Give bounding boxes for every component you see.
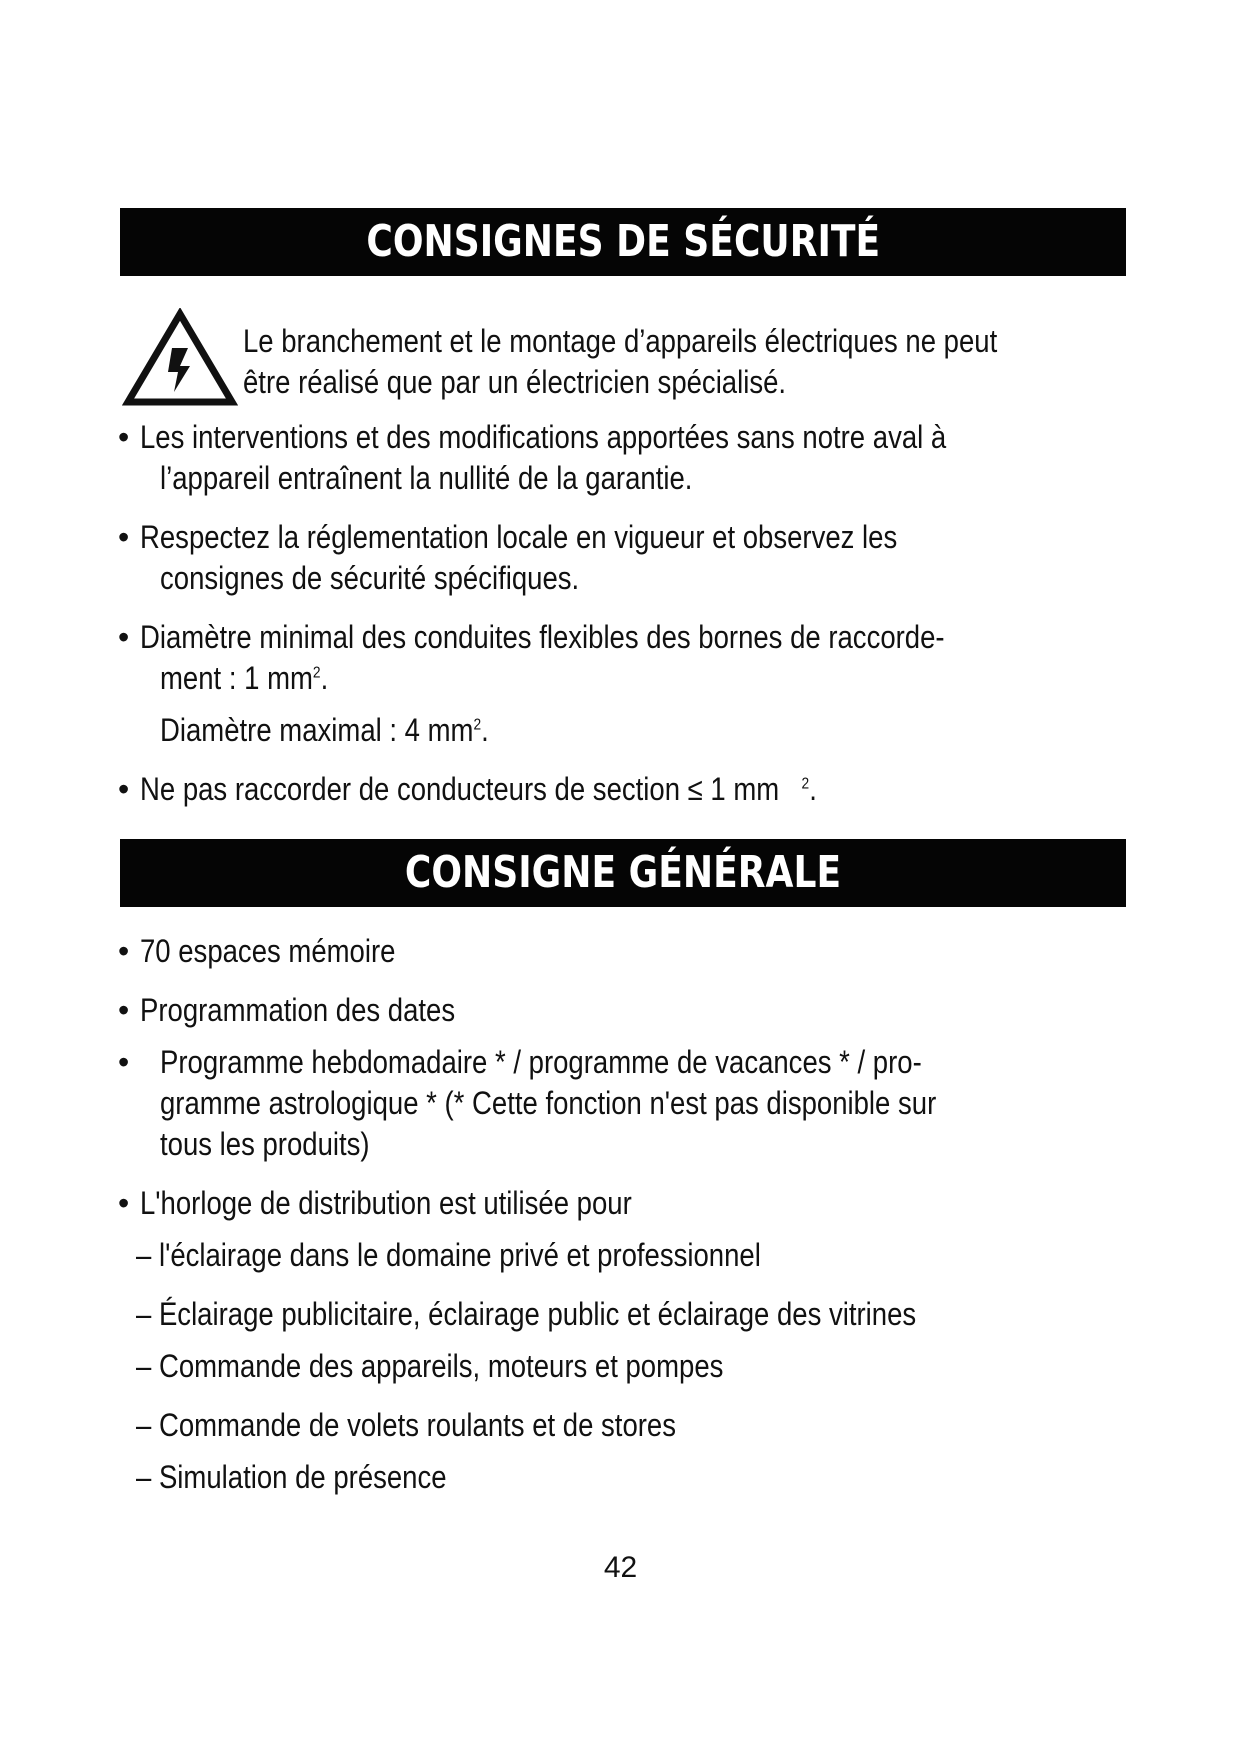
bullet-marker: • xyxy=(118,519,130,555)
period: . xyxy=(481,712,489,748)
safety-bullet-1-line-2: l’appareil entraînent la nullité de la garantie. xyxy=(160,460,693,496)
safety-title-text: CONSIGNES DE SÉCURITÉ xyxy=(366,216,880,267)
min-diameter-text: ment : 1 mm xyxy=(160,660,313,696)
section-warning-text: Ne pas raccorder de conducteurs de section ≤ 1 mm xyxy=(140,771,780,807)
superscript-2: 2 xyxy=(312,664,321,682)
safety-bullet-2-line-2: consignes de sécurité spécifiques. xyxy=(160,560,580,596)
bullet-marker: • xyxy=(118,619,130,655)
use-item-5: – Simulation de présence xyxy=(136,1459,447,1495)
page-number: 42 xyxy=(603,1551,638,1584)
warning-text-line-2: être réalisé que par un électricien spécialisé. xyxy=(243,364,787,400)
bullet-marker: • xyxy=(118,419,130,455)
safety-bullet-3-line-3 xyxy=(160,710,489,751)
general-item-3-line-3: tous les produits) xyxy=(160,1126,370,1162)
superscript-2: 2 xyxy=(473,716,482,734)
use-item-2: – Éclairage publicitaire, éclairage public et éclairage des vitrines xyxy=(136,1296,917,1332)
period: . xyxy=(320,660,329,696)
bullet-marker: • xyxy=(118,933,130,969)
use-item-1: – l'éclairage dans le domaine privé et professionnel xyxy=(136,1237,761,1273)
bullet-marker: • xyxy=(118,771,130,807)
use-item-4: – Commande de volets roulants et de stores xyxy=(136,1407,676,1443)
general-item-1: 70 espaces mémoire xyxy=(140,933,396,969)
max-diameter-text: Diamètre maximal : 4 mm xyxy=(160,712,474,748)
superscript-2: 2 xyxy=(801,775,810,793)
general-title-text: CONSIGNE GÉNÉRALE xyxy=(404,847,842,898)
warning-text-line-1: Le branchement et le montage d’appareils électriques ne peut xyxy=(243,323,998,359)
safety-bullet-3-line-1: Diamètre minimal des conduites flexibles des bornes de raccorde- xyxy=(140,619,945,655)
electric-hazard-warning-icon xyxy=(122,308,238,408)
bullet-marker: • xyxy=(118,1185,130,1221)
safety-bullet-2-line-1: Respectez la réglementation locale en vigueur et observez les xyxy=(140,519,898,555)
bullet-marker: • xyxy=(118,1044,130,1080)
general-item-2: Programmation des dates xyxy=(140,992,456,1028)
safety-bullet-1-line-1: Les interventions et des modifications apportées sans notre aval à xyxy=(140,419,947,455)
bullet-marker: • xyxy=(118,992,130,1028)
safety-bullet-3-line-2 xyxy=(160,658,328,699)
safety-section-title xyxy=(120,208,1126,276)
period: . xyxy=(809,771,817,807)
general-item-3-line-1: Programme hebdomadaire * / programme de vacances * / pro- xyxy=(160,1044,922,1080)
use-item-3: – Commande des appareils, moteurs et pompes xyxy=(136,1348,724,1384)
general-item-3-line-2: gramme astrologique * (* Cette fonction n'est pas disponible sur xyxy=(160,1085,937,1121)
safety-bullet-4 xyxy=(140,769,817,810)
general-section-title xyxy=(120,839,1126,907)
general-item-4: L'horloge de distribution est utilisée pour xyxy=(140,1185,632,1221)
